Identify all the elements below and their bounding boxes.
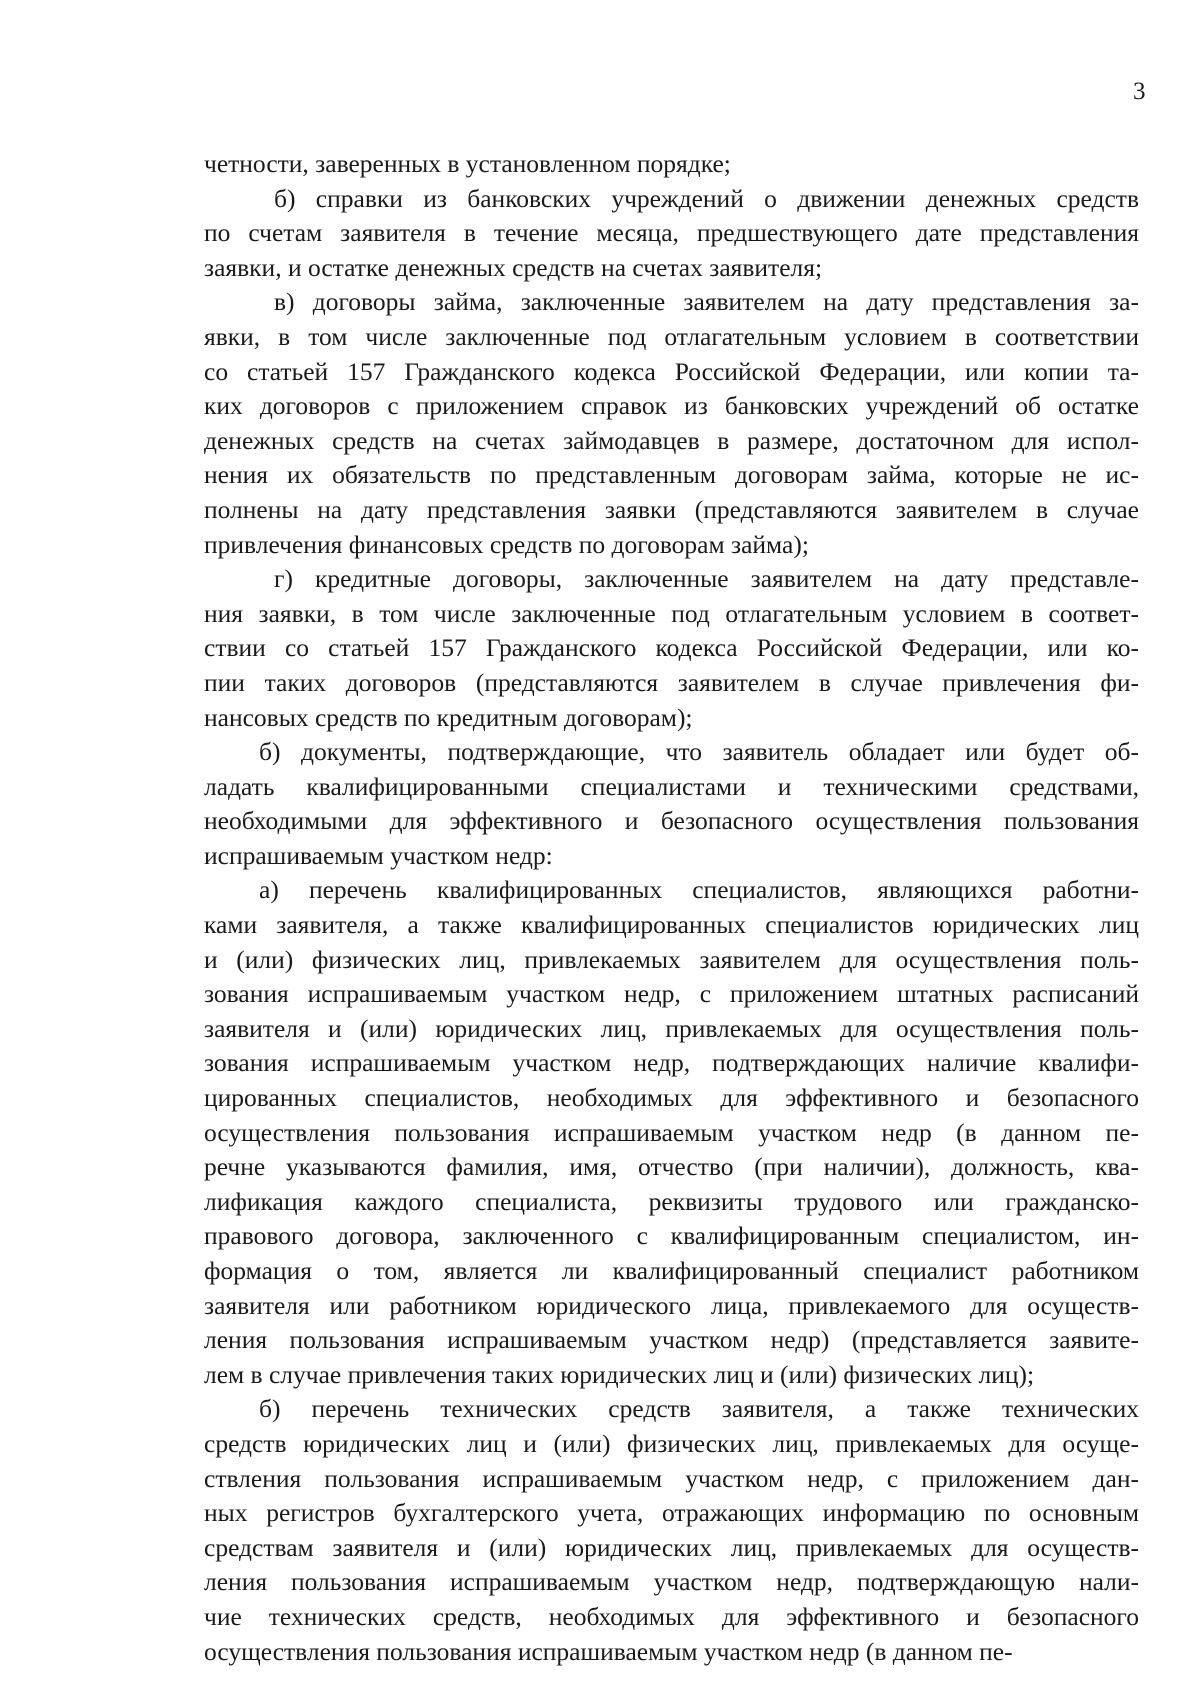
text-line: ных регистров бухгалтерского учета, отражающих информацию по основным <box>204 1498 1139 1528</box>
text-line: зования испрашиваемым участком недр, подтверждающих наличие квалифи- <box>204 1048 1139 1078</box>
text-line: явки, в том числе заключенные под отлагательным условием в соответствии <box>204 321 1139 351</box>
text-line: г) кредитные договоры, заключенные заявителем на дату представле- <box>274 564 1139 594</box>
text-line: со статьей 157 Гражданского кодекса Российской Федерации, или копии та- <box>204 356 1139 386</box>
paragraph <box>204 735 1139 873</box>
text-line: ления пользования испрашиваемым участком недр, подтверждающую нали- <box>204 1567 1139 1597</box>
text-line: необходимыми для эффективного и безопасного осуществления пользования <box>204 806 1139 836</box>
text-line: речне указываются фамилия, имя, отчество (при наличии), должность, ква- <box>204 1152 1139 1182</box>
text-line: привлечения финансовых средств по договорам займа); <box>204 529 809 559</box>
text-line: средств юридических лиц и (или) физических лиц, привлекаемых для осуще- <box>204 1428 1139 1458</box>
text-line: формация о том, является ли квалифицированный специалист работником <box>204 1256 1139 1285</box>
text-line: в) договоры займа, заключенные заявителем на дату представления за- <box>274 287 1139 317</box>
text-line: средствам заявителя и (или) юридических лиц, привлекаемых для осуществ- <box>204 1532 1139 1562</box>
text-line: ления пользования испрашиваемым участком недр) (представляется заявите- <box>204 1325 1139 1355</box>
page-number: 3 <box>1133 78 1146 105</box>
text-line: ких договоров с приложением справок из банковских учреждений об остатке <box>204 391 1139 421</box>
paragraph <box>204 562 1139 735</box>
text-line: осуществления пользования испрашиваемым участком недр (в данном пе- <box>204 1636 1013 1666</box>
document-body <box>204 147 1139 1669</box>
text-line: и (или) физических лиц, привлекаемых заявителем для осуществления поль- <box>204 944 1139 974</box>
text-line: осуществления пользования испрашиваемым участком недр (в данном пе- <box>204 1117 1139 1147</box>
paragraph <box>204 285 1139 562</box>
text-line: чие технических средств, необходимых для эффективного и безопасного <box>204 1601 1139 1631</box>
text-line: б) документы, подтверждающие, что заявитель обладает или будет об- <box>259 737 1139 767</box>
text-line: ладать квалифицированными специалистами и техническими средствами, <box>204 771 1139 801</box>
text-line: правового договора, заключенного с квалифицированным специалистом, ин- <box>204 1221 1139 1251</box>
text-line: пии таких договоров (представляются заявителем в случае привлечения фи- <box>204 667 1139 697</box>
text-line: цированных специалистов, необходимых для эффективного и безопасного <box>204 1083 1139 1113</box>
paragraph <box>204 147 1139 182</box>
text-line: ния заявки, в том числе заключенные под отлагательным условием в соответ- <box>204 598 1139 628</box>
text-line: лем в случае привлечения таких юридических лиц и (или) физических лиц); <box>204 1359 1035 1389</box>
text-line: ками заявителя, а также квалифицированных специалистов юридических лиц <box>204 910 1139 940</box>
text-line: заявителя или работником юридического лица, привлекаемого для осуществ- <box>204 1290 1139 1320</box>
text-line: нения их обязательств по представленным договорам займа, которые не ис- <box>204 460 1139 490</box>
text-line: б) справки из банковских учреждений о движении денежных средств <box>274 183 1139 213</box>
text-line: ствии со статьей 157 Гражданского кодекса Российской Федерации, или ко- <box>204 633 1139 663</box>
text-line: ствления пользования испрашиваемым участком недр, с приложением дан- <box>204 1463 1139 1493</box>
paragraph <box>204 1392 1139 1669</box>
text-line: четности, заверенных в установленном порядке; <box>204 149 731 178</box>
text-line: зования испрашиваемым участком недр, с приложением штатных расписаний <box>204 979 1139 1009</box>
text-line: испрашиваемым участком недр: <box>204 840 553 870</box>
paragraph <box>204 873 1139 1392</box>
text-line: заявителя и (или) юридических лиц, привлекаемых для осуществления поль- <box>204 1013 1139 1043</box>
text-line: нансовых средств по кредитным договорам); <box>204 702 693 732</box>
text-line: заявки, и остатке денежных средств на счетах заявителя; <box>204 252 823 282</box>
text-line: по счетам заявителя в течение месяца, предшествующего дате представления <box>204 218 1139 248</box>
text-line: лификация каждого специалиста, реквизиты трудового или гражданско- <box>204 1186 1139 1216</box>
paragraph <box>204 182 1139 286</box>
text-line: б) перечень технических средств заявителя, а также технических <box>259 1394 1139 1424</box>
text-line: полнены на дату представления заявки (представляются заявителем в случае <box>204 494 1139 524</box>
text-line: денежных средств на счетах займодавцев в размере, достаточном для испол- <box>204 425 1139 455</box>
text-line: а) перечень квалифицированных специалистов, являющихся работни- <box>259 875 1139 905</box>
